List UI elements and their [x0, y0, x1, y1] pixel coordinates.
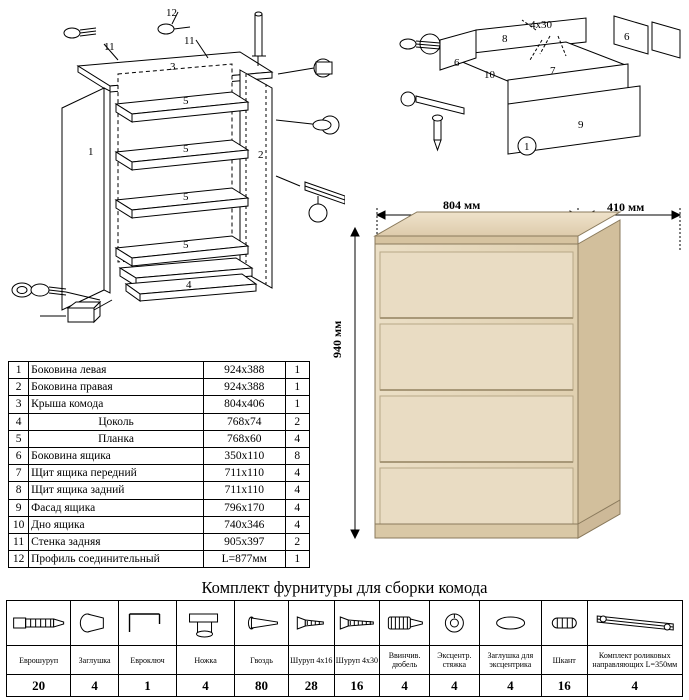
part-size: 924х388	[204, 379, 286, 396]
callout-3: 3	[170, 61, 176, 73]
drawer-exploded-diagram	[390, 0, 689, 170]
screw-4x16-icon	[288, 601, 334, 646]
part-num: 11	[9, 534, 29, 551]
leg-icon	[177, 601, 235, 646]
callout-4: 4	[186, 279, 192, 291]
euro-screw-icon	[7, 601, 71, 646]
callout-11a: 11	[104, 41, 115, 53]
part-qty: 4	[285, 430, 309, 447]
part-qty: 2	[285, 413, 309, 430]
part-num: 4	[9, 413, 29, 430]
hardware-label: Шуруп 4х16	[288, 646, 334, 675]
hardware-label: Шкант	[541, 646, 587, 675]
table-row	[9, 534, 310, 551]
part-size: L=877мм	[204, 551, 286, 568]
hardware-count: 4	[587, 675, 682, 697]
part-name: Профиль соединительный	[29, 551, 204, 568]
hardware-count: 80	[235, 675, 289, 697]
hardware-label: Гвоздь	[235, 646, 289, 675]
cam-lock-icon	[429, 601, 479, 646]
part-num: 10	[9, 516, 29, 533]
part-qty: 2	[285, 534, 309, 551]
table-row	[9, 516, 310, 533]
table-row	[9, 379, 310, 396]
hardware-label: Заглушка	[71, 646, 119, 675]
hardware-label: Еврошуруп	[7, 646, 71, 675]
part-name: Стенка задняя	[29, 534, 204, 551]
hardware-label: Комплект роликовых направляющих L=350мм	[587, 646, 682, 675]
table-row	[9, 396, 310, 413]
callout-6a: 6	[624, 31, 630, 43]
part-qty: 4	[285, 465, 309, 482]
hardware-label: Ввинчив. дюбель	[380, 646, 430, 675]
part-name: Дно ящика	[29, 516, 204, 533]
table-row	[9, 482, 310, 499]
part-qty: 1	[285, 362, 309, 379]
callout-5b: 5	[183, 143, 189, 155]
part-qty: 1	[285, 379, 309, 396]
part-qty: 4	[285, 516, 309, 533]
drawer-slide-icon	[587, 601, 682, 646]
part-size: 796х170	[204, 499, 286, 516]
part-size: 924х388	[204, 362, 286, 379]
nail-icon	[235, 601, 289, 646]
hardware-table	[6, 600, 683, 697]
callout-2: 2	[258, 149, 264, 161]
callout-12: 12	[166, 7, 177, 19]
cam-cap-icon	[479, 601, 541, 646]
table-row	[9, 430, 310, 447]
dimension-depth-label: 410 мм	[607, 200, 645, 214]
table-row	[9, 465, 310, 482]
table-row	[9, 413, 310, 430]
part-name: Боковина правая	[29, 379, 204, 396]
part-size: 804х406	[204, 396, 286, 413]
part-qty: 8	[285, 448, 309, 465]
part-size: 711х110	[204, 482, 286, 499]
callout-1-drawer: 1	[524, 141, 530, 153]
part-num: 5	[9, 430, 29, 447]
table-row	[9, 499, 310, 516]
part-name: Боковина левая	[29, 362, 204, 379]
dowel-screw-icon	[380, 601, 430, 646]
callout-9: 9	[578, 119, 584, 131]
part-name: Цоколь	[29, 413, 204, 430]
table-row	[9, 551, 310, 568]
hardware-label: Ножка	[177, 646, 235, 675]
parts-table	[8, 361, 310, 568]
table-row	[9, 448, 310, 465]
part-size: 768х60	[204, 430, 286, 447]
part-num: 6	[9, 448, 29, 465]
screw-4x30-icon	[334, 601, 380, 646]
callout-5c: 5	[183, 191, 189, 203]
hardware-count: 16	[541, 675, 587, 697]
part-size: 711х110	[204, 465, 286, 482]
part-name: Планка	[29, 430, 204, 447]
part-qty: 4	[285, 499, 309, 516]
euro-key-icon	[118, 601, 176, 646]
part-size: 768х74	[204, 413, 286, 430]
hardware-count: 4	[429, 675, 479, 697]
callout-5d: 5	[183, 239, 189, 251]
part-size: 350х110	[204, 448, 286, 465]
hardware-count: 1	[118, 675, 176, 697]
hardware-count: 4	[177, 675, 235, 697]
hardware-count: 16	[334, 675, 380, 697]
dimension-width-label: 804 мм	[443, 198, 481, 212]
callout-10: 10	[484, 69, 495, 81]
cabinet-exploded-diagram	[0, 0, 345, 355]
hardware-count: 4	[380, 675, 430, 697]
chest-render-with-dimensions	[320, 190, 689, 570]
part-num: 7	[9, 465, 29, 482]
hardware-label: Шуруп 4х30	[334, 646, 380, 675]
hardware-label: Эксцентр. стяжка	[429, 646, 479, 675]
part-num: 1	[9, 362, 29, 379]
dimension-height-label: 940 мм	[330, 320, 344, 358]
hardware-count: 28	[288, 675, 334, 697]
part-num: 3	[9, 396, 29, 413]
parts-table-body	[9, 362, 310, 568]
hardware-count: 4	[479, 675, 541, 697]
cap-icon	[71, 601, 119, 646]
callout-5a: 5	[183, 95, 189, 107]
part-num: 9	[9, 499, 29, 516]
part-name: Щит ящика задний	[29, 482, 204, 499]
part-num: 8	[9, 482, 29, 499]
part-size: 740х346	[204, 516, 286, 533]
hardware-count: 4	[71, 675, 119, 697]
table-row	[9, 362, 310, 379]
hardware-label: Заглушка для эксцентрика	[479, 646, 541, 675]
hardware-count: 20	[7, 675, 71, 697]
callout-6b: 6	[454, 57, 460, 69]
part-size: 905х397	[204, 534, 286, 551]
hardware-label: Евроключ	[118, 646, 176, 675]
callout-8: 8	[502, 33, 508, 45]
callout-4x30: 4х30	[530, 19, 552, 31]
dowel-icon	[541, 601, 587, 646]
callout-1: 1	[88, 146, 94, 158]
part-num: 12	[9, 551, 29, 568]
part-name: Щит ящика передний	[29, 465, 204, 482]
callout-7: 7	[550, 65, 556, 77]
part-qty: 4	[285, 482, 309, 499]
part-qty: 1	[285, 396, 309, 413]
part-name: Крыша комода	[29, 396, 204, 413]
part-qty: 1	[285, 551, 309, 568]
callout-11b: 11	[184, 35, 195, 47]
hardware-kit-title: Комплект фурнитуры для сборки комода	[201, 578, 488, 597]
part-name: Боковина ящика	[29, 448, 204, 465]
part-name: Фасад ящика	[29, 499, 204, 516]
part-num: 2	[9, 379, 29, 396]
